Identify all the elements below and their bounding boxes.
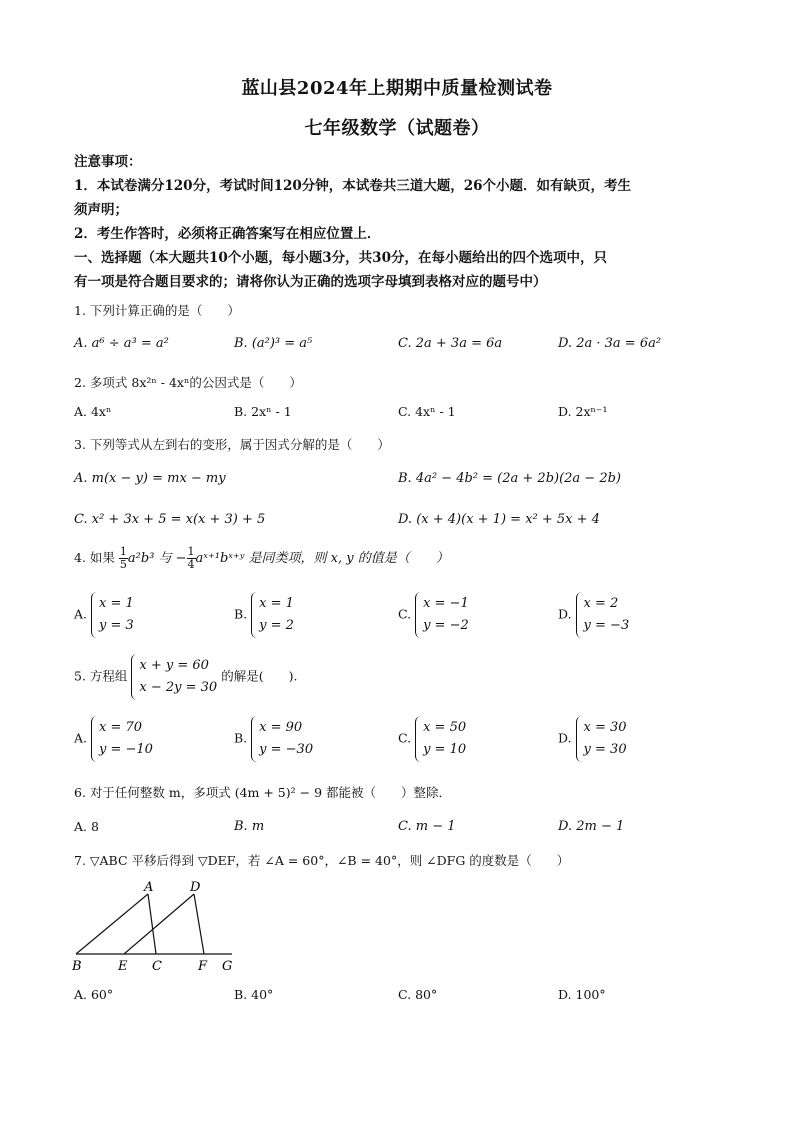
translation-figure [66, 876, 246, 976]
question-1-option-a[interactable]: A. a⁶ ÷ a³ = a² [74, 336, 169, 351]
fraction-denominator: 5 [119, 558, 127, 571]
question-5-stem-prefix: 5. 方程组 [74, 668, 128, 684]
equation-line: x = 70 [99, 720, 143, 735]
section-1-line-1: 一、选择题（本大题共10个小题，每小题3分，共30分，在每小题给出的四个选项中，只 [74, 250, 607, 266]
equation-line: x + y = 60 [139, 658, 209, 673]
equation-system [251, 716, 313, 762]
note-2: 2．考生作答时，必须将正确答案写在相应位置上． [74, 226, 381, 242]
notes-heading: 注意事项： [74, 154, 142, 170]
segment-ab [76, 894, 148, 954]
question-4-option-a[interactable] [74, 592, 134, 638]
question-3-option-d[interactable]: D. (x + 4)(x + 1) = x² + 5x + 4 [398, 512, 600, 527]
question-4-term-2: aˣ⁺¹bˣ⁺ʸ 是同类项，则 x, y 的值是（ ） [195, 551, 449, 566]
fraction-one-fourth [187, 546, 196, 571]
question-3-option-b[interactable]: B. 4a² − 4b² = (2a + 2b)(2a − 2b) [398, 471, 621, 486]
question-4-option-d[interactable] [558, 592, 629, 638]
question-6-option-d[interactable]: D. 2m − 1 [558, 819, 625, 834]
equation-line: y = 10 [423, 742, 467, 757]
question-5-stem-suffix: 的解是( ). [221, 668, 298, 684]
fraction-numerator: 1 [187, 545, 195, 558]
equation-line: y = 30 [583, 742, 627, 757]
question-4-stem-prefix: 4. 如果 [74, 550, 115, 565]
equation-line: x = 1 [99, 596, 134, 611]
question-6-option-b[interactable]: B. m [234, 819, 265, 834]
question-7-option-a[interactable]: A. 60° [74, 987, 114, 1002]
note-1-line-2: 须声明； [74, 202, 128, 218]
point-label-a: A [144, 880, 154, 895]
equation-line: y = −2 [423, 618, 469, 633]
section-1-line-2: 有一项是符合题目要求的；请将你认为正确的选项字母填到表格对应的题号中） [74, 274, 547, 290]
equation-line: y = 2 [259, 618, 294, 633]
point-label-d: D [190, 880, 201, 895]
question-4-option-c[interactable] [398, 592, 469, 638]
fraction-numerator: 1 [119, 545, 127, 558]
equation-line: x − 2y = 30 [139, 680, 218, 695]
option-label: D. [558, 730, 572, 746]
note-1-line-1: 1．本试卷满分120分，考试时间120分钟，本试卷共三道大题，26个小题．如有缺页，考生 [74, 178, 632, 194]
question-6-option-a[interactable]: A. 8 [74, 819, 99, 834]
question-5-option-a[interactable] [74, 716, 153, 762]
question-7-stem: 7. ▽ABC 平移后得到 ▽DEF，若 ∠A = 60°，∠B = 40°，则 ∠DFG 的度数是（ ） [74, 853, 570, 868]
segment-ac [148, 894, 156, 954]
equation-system [251, 592, 294, 638]
question-4-option-b[interactable] [234, 592, 294, 638]
question-5-option-c[interactable] [398, 716, 466, 762]
equation-line: x = 90 [259, 720, 303, 735]
question-1-option-d[interactable]: D. 2a · 3a = 6a² [558, 336, 662, 351]
question-7-option-d[interactable]: D. 100° [558, 987, 606, 1002]
exam-title: 蓝山县2024年上期期中质量检测试卷 [241, 78, 553, 99]
option-label: A. [74, 730, 88, 746]
question-2-option-c[interactable]: C. 4xⁿ - 1 [398, 404, 456, 419]
option-label: D. [558, 606, 572, 622]
equation-line: y = −10 [99, 742, 153, 757]
equation-line: y = 3 [99, 618, 134, 633]
option-label: C. [398, 606, 412, 622]
question-4-term-1: a²b³ 与 − [127, 551, 187, 566]
equation-line: y = −30 [259, 742, 314, 757]
question-7-option-c[interactable]: C. 80° [398, 987, 438, 1002]
option-label: B. [234, 606, 248, 622]
question-4-stem [74, 546, 449, 571]
question-6-option-c[interactable]: C. m − 1 [398, 819, 456, 834]
segment-ed [124, 894, 194, 954]
question-5-option-d[interactable] [558, 716, 627, 762]
question-7-option-b[interactable]: B. 40° [234, 987, 274, 1002]
question-2-option-a[interactable]: A. 4xⁿ [74, 404, 112, 419]
point-label-e: E [118, 959, 128, 974]
question-2-option-b[interactable]: B. 2xⁿ - 1 [234, 404, 292, 419]
equation-line: x = −1 [423, 596, 469, 611]
equation-line: x = 50 [423, 720, 467, 735]
equation-system [91, 716, 153, 762]
exam-subtitle: 七年级数学（试题卷） [304, 118, 490, 139]
equation-system [576, 716, 627, 762]
option-label: B. [234, 730, 248, 746]
point-label-b: B [72, 959, 82, 974]
equation-line: x = 2 [583, 596, 619, 611]
question-3-option-a[interactable]: A. m(x − y) = mx − my [74, 471, 226, 486]
question-2-stem: 2. 多项式 8x²ⁿ - 4xⁿ的公因式是（ ） [74, 375, 302, 390]
segment-df [194, 894, 204, 954]
equation-system [91, 592, 134, 638]
question-5-option-b[interactable] [234, 716, 313, 762]
question-1-option-c[interactable]: C. 2a + 3a = 6a [398, 336, 503, 351]
equation-system [576, 592, 630, 638]
question-5-stem [74, 654, 297, 700]
question-1-option-b[interactable]: B. (a²)³ = a⁵ [234, 336, 313, 351]
point-label-f: F [198, 959, 208, 974]
question-3-option-c[interactable]: C. x² + 3x + 5 = x(x + 3) + 5 [74, 512, 266, 527]
point-label-c: C [152, 959, 162, 974]
point-label-g: G [222, 959, 233, 974]
equation-line: x = 30 [583, 720, 627, 735]
fraction-one-fifth [119, 546, 128, 571]
option-label: A. [74, 606, 88, 622]
equation-line: y = −3 [583, 618, 630, 633]
equation-system [131, 654, 217, 700]
option-label: C. [398, 730, 412, 746]
equation-system [415, 716, 466, 762]
question-3-stem: 3. 下列等式从左到右的变形，属于因式分解的是（ ） [74, 437, 390, 452]
question-2-option-d[interactable]: D. 2xⁿ⁻¹ [558, 404, 608, 419]
equation-system [415, 592, 469, 638]
question-6-stem: 6. 对于任何整数 m，多项式 (4m + 5)² − 9 都能被（ ）整除． [74, 785, 451, 800]
equation-line: x = 1 [259, 596, 294, 611]
fraction-denominator: 4 [187, 558, 195, 571]
question-1-stem: 1. 下列计算正确的是（ ） [74, 303, 240, 318]
